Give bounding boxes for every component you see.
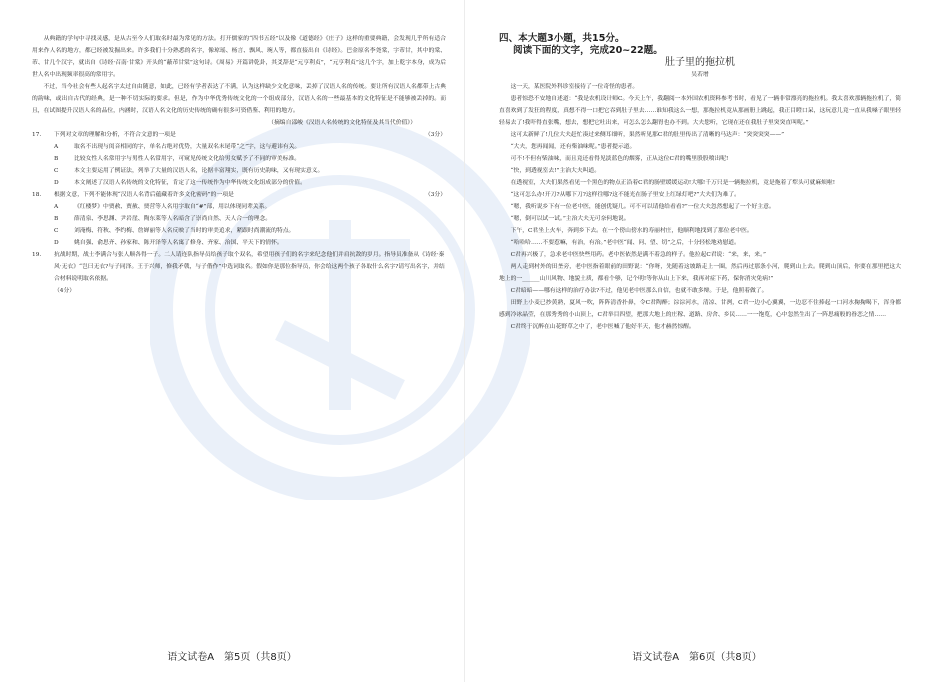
story-paragraph: C君终于沉醉在山花野草之中了，老中医喊了他好半天，他才赫然惊醒。 [510, 324, 695, 330]
question-19 [32, 249, 446, 297]
story-author: 吴若增 [691, 72, 709, 78]
question-stem: 抗战时期，战士李满合与张人顺各得一子。二人请连队指导员给孩子取个双名，希望用孩子们的名字来纪念他们并肩抗敌的岁月。指导员准备从《诗经·秦风·无衣》“岂曰无衣?与子同泽。王于兴师，修我矛戟，与子偕作”中选词取名。假如你是那位指导员，你会给这两个孩子各取什么名字?请写出名字，并结合材料说明取名依据。 [54, 252, 445, 282]
question-stem: 根据文意，下列不能体现“汉语人名背后蕴藏着许多文化密码”的一项是 [54, 192, 234, 198]
article-source: （摘编自邵峻《汉语人名传统的文化特征及其当代价值》） [268, 120, 416, 126]
story-paragraph: “嗯，倒可以试一试。”主治大夫无可奈何地说。 [510, 216, 630, 222]
option-d: D 姚自强、俞思齐、孙家和、陈开泽等人名寓了修身、齐家、治国、平天下的情怀。 [54, 240, 283, 246]
story-paragraph: 可不!不但有柴油味，而且竟还看得见淡蓝色的烟雾，正从这位C君的嘴里股股喷出呢! [510, 156, 729, 162]
question-number: 17. [32, 132, 42, 138]
page-footer-left: 语文试卷A 第5页（共8页） [167, 652, 297, 663]
option-a: A 取名不出现与闺音相同的字，单名占绝对优势，大量双名末尾带“之”字，这与避讳有关。 [54, 144, 301, 150]
story-paragraph: “这可怎么办!开刀?从哪下刀?这样往哪?这不能光在肠子里安上红绿灯吧?”大夫们为难了。 [510, 192, 740, 198]
story-paragraph: 患者惊恐不安地自述道：“我是农机设计师C。今天上午，我翻阅一本外国农机资料参考书时，看见了一辆非常漂亮的拖拉机。我太喜欢那辆拖拉机了，简直喜欢到了发狂的程度，真想不得一口把它吞到肚子里去……谁知我这么一想，那拖拉机竟从那画册上跳起，我正目瞪口呆，这玩意儿竟一直从我嗓子眼里轻轻易去了!我吓得直张嘴，想去，想把它吐出来，可怎么怎么翻胃也办不到。大夫您听，它现在还在我肚子里突突直叫呢。” [499, 96, 901, 126]
story-paragraph: C君暗暗——哪有这样的治疗办法?不过，他见老中医那么自信，也就不敢多辩。于是，他照着做了。 [510, 288, 768, 294]
story-paragraph: “哈哈哈……不要惹嘛，有治，有治。”老中医“闻、问、望、切”之后，十分轻松地劝慰道。 [510, 240, 740, 246]
story-paragraph: 下午，C君坐上火车，奔到乡下去。在一个傍山傍水的寿丽村庄，他顺利地找到了那位老中医。 [510, 228, 753, 234]
question-points: （3分） [424, 132, 446, 138]
question-points: （3分） [424, 192, 446, 198]
article-paragraph-1: 从典籍的学句中寻找灵感，是从古至今人们取名时最为常见的方法。打开儒家的“四书五经”以及像《道德经》《庄子》这样的重要典籍，会发现几乎所有适合用来作人名的地方，都已经被发掘出来。许多我们十分熟悉的名字，像琼瑶、杨言、飘风、琬人等，都直接出自《诗经》。巴金原名李尧棠，字芾甘，其中的棠、芾、甘几个汉字，就出自《诗经·召南·甘棠》开头的“蔽芾甘棠”这句诗。《周易》开篇讲乾卦，其爻辞是“元亨利贞”，“元亨利贞”这几个字，加上乾字本身，成为后世人名中出现频率很高的常用字。 [32, 36, 446, 78]
question-number: 19. [32, 252, 42, 258]
question-number: 18. [32, 192, 42, 198]
story-paragraph: 这可太新鲜了!几位大夫赶忙凑过来侧耳细听，果然听见那C君的肚里传出了清晰的马达声：“突突突突——” [510, 132, 785, 138]
question-points: （4分） [54, 288, 76, 294]
story-paragraph: “嗯，我听说乡下有一位老中医，能创优疑几。可不可以请他给看看?”一位大夫忽然想起了一个好主意。 [510, 204, 775, 210]
option-b: B 薛清泉、李思渊、尹岩崖、陶东莱等人名暗含了崇尚自然、天人合一的理念。 [54, 216, 272, 222]
option-d: D 本文阐述了汉语人名传统的文化特征，肯定了这一传统作为中华传统文化组成部分的价值。 [54, 180, 306, 186]
story-paragraph: 两人走到村外的田垄旁，老中医指着眼前的田野说：“你呀，先随着这坡路走上一圈，然后再过那条小河，爬到山上去。爬到山顶后，你要在那里把这大地上的一______山川风物、地貌土质，都看个够，记个明!等你从山上下来，我再对症下药，保你消灾免病!” [499, 264, 901, 282]
story-paragraph: “大夫，您再闻闻，还有柴油味呢。”患者提示道。 [510, 144, 636, 150]
article-paragraph-2: 不过，当今社会有些人起名字太过自由随意，如此，已经有学者表达了不满，认为这样缺少文化意味，丢掉了汉语人名的传统。要让所有汉语人名都带上古典的韵味，或出自古代的经典，是一种不切实际的要求。但是，作为中华优秀传统文化的一个组成部分，汉语人名的一些最基本的文化特征是不能够被丢掉的。而且，在试图提升汉语人名的品位，内涵时，汉语人名文化的历史传统的确有很多可资借鉴、利用的地方。 [32, 84, 446, 114]
question-18 [32, 189, 446, 249]
page-footer-right: 语文试卷A 第6页（共8页） [632, 652, 762, 663]
option-c: C 本文主要运用了例证法，列举了大量的汉语人名，论据丰富翔实，既有历史韵味，又有现实意义。 [54, 168, 324, 174]
story-title: 肚子里的拖拉机 [665, 57, 735, 68]
question-17 [32, 129, 446, 189]
left-page [0, 0, 464, 682]
option-c: C 刘淹梅、符秋、李约梅、詹婵丽等人名反映了当时的审美追求，紧跟时尚潮流的特点。 [54, 228, 295, 234]
option-b: B 比较女性人名常用字与男性人名常用字，可窥见传统文化给男女赋予了不同的审美标准。 [54, 156, 301, 162]
story-paragraph: 在透视室，大夫们果然看见一个黑色的物点正沿着C君的肠壁缓缓运动!大哪!千万只是一辆拖拉机，竟是拖着了犁头可就麻烦啦! [510, 180, 836, 186]
story-paragraph: “快，到透视室去!”主治大夫叫道。 [510, 168, 601, 174]
question-stem: 下列对文章的理解和分析，不符合文意的一项是 [54, 132, 176, 138]
section-instruction: 阅读下面的文字，完成20~22题。 [513, 45, 663, 56]
story-paragraph: 田野上小麦已抄黄熟，夏风一吹，阵阵清香扑鼻，令C君陶醉；淙淙河水，清凉、甘冽，C君一边小心翼翼，一边忍不住捧起一口河水掬掬喝下，浑身都感到冷冰晶莹，在那秀秀的小山顶上，C君举目四望，把那大地上的庄稼、道路、房舍、乡民……一一饱览，心中忽然生出了一阵思痛般的眷恋之情…… [499, 300, 901, 318]
story-paragraph: C君再兴极了，急求老中医快些用药。老中医依然是满不着急的样子。他拉起C君说：“来，来，来。” [510, 252, 766, 258]
option-a: A 《红楼梦》中贾赦、贾赦、贾营等人名用字取自“#”部，用以体现同辈关系。 [54, 204, 271, 210]
right-page [465, 0, 929, 682]
section-heading: 四、本大题3小题，共15分。 [499, 33, 625, 44]
story-paragraph: 这一天，某医院外科诊室接待了一位奇怪的患者。 [510, 84, 639, 90]
